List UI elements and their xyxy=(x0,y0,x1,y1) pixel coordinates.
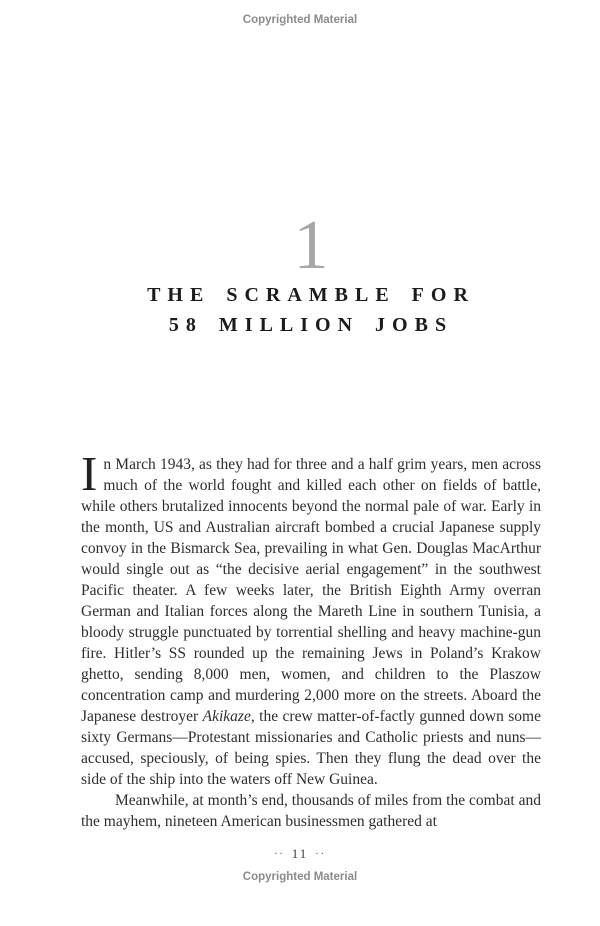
body-text xyxy=(81,446,541,832)
drop-cap: I xyxy=(81,446,98,501)
chapter-title-line-2: 58 MILLION JOBS xyxy=(168,314,454,336)
chapter-number: 1 xyxy=(293,207,329,284)
page-number-ornament-left: ·· xyxy=(274,849,285,860)
paragraph-2: Meanwhile, at month’s end, thousands of miles from the combat and the mayhem, nineteen American businessmen gathered at xyxy=(81,792,541,830)
copyright-notice-bottom: Copyrighted Material xyxy=(242,871,358,883)
paragraph-1 xyxy=(81,446,541,790)
page-number xyxy=(0,846,600,863)
ship-name-italic: Akikaze xyxy=(202,708,251,725)
paragraph-1-end: , the crew matter-of-factly gunned down some sixty Germans—Protestant missionaries and Catholic priests and nuns—accused, speciously, of being spies. Then they flung the dead over the side of the ship into the waters off New Guinea. xyxy=(81,708,541,788)
copyright-notice-top: Copyrighted Material xyxy=(242,14,358,26)
chapter-title xyxy=(81,280,541,340)
paragraph-1-text: n March 1943, as they had for three and a half grim years, men across much of the world fought and killed each other on fields of battle, while others brutalized innocents beyond the normal pale of war. Early in the month, US and Australian aircraft bombed a crucial Japanese supply convoy in the Bismarck Sea, prevailing in what Gen. Douglas MacArthur would single out as “the decisive aerial engagement” in the southwest Pacific theater. A few weeks later, the British Eighth Army overran German and Italian forces along the Mareth Line in southern Tunisia, a bloody struggle punctuated by torrential shelling and heavy machine-gun fire. Hitler’s SS rounded up the remaining Jews in Poland’s Krakow ghetto, sending 8,000 men, women, and children to the Plaszow concentration camp and murdering 2,000 more on the streets. Aboard the Japanese destroyer xyxy=(81,456,541,725)
page-content-column xyxy=(81,207,541,832)
page-number-value: 11 xyxy=(291,846,309,861)
chapter-title-line-1: THE SCRAMBLE FOR xyxy=(147,284,475,306)
page-number-ornament-right: ·· xyxy=(315,849,326,860)
